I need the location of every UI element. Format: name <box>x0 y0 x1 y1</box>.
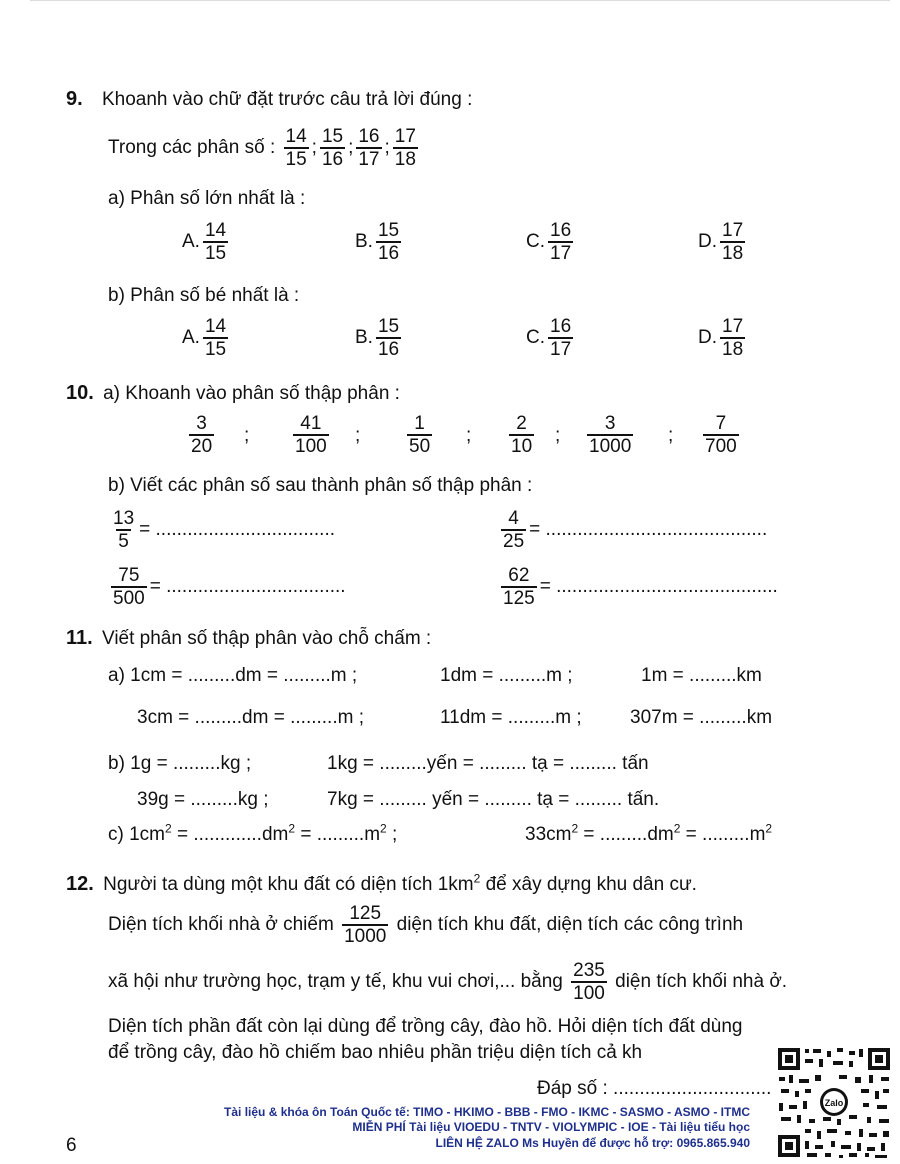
q10-frac-4[interactable]: $\frac{2}{10}$ <box>511 413 533 457</box>
separator: ; <box>355 425 361 446</box>
choice-9b-D[interactable]: D. $\frac{17}{18}$ <box>698 316 744 360</box>
question-11-prompt: 11. Viết phân số thập phân vào chỗ chấm : <box>66 627 432 649</box>
q12-line-2: Diện tích khối nhà ở chiếm $\frac{125}{1000}$ diện tích khu đất, diện tích các công trình <box>108 903 744 947</box>
q11-a-row1-2[interactable]: 1dm = .........m ; <box>440 665 573 686</box>
question-9b-label: b) Phân số bé nhất là : <box>108 285 300 306</box>
separator: ; <box>244 425 250 446</box>
q11-c-row-1[interactable]: c) $1cm^2 = .............dm^2 = .........m^2$ ; <box>108 821 398 845</box>
q12-line-4: Diện tích phần đất còn lại dùng để trồng cây, đào hồ. Hỏi diện tích đất dùng <box>108 1016 743 1037</box>
fraction: $\frac{17}{18}$ <box>394 126 416 170</box>
footer-line-2: MIỄN PHÍ Tài liệu VIOEDU - TNTV - VIOLYMPIC - IOE - Tài liệu tiểu học <box>352 1120 750 1134</box>
q11-a-row2-3[interactable]: 307m = .........km <box>630 707 773 728</box>
q11-a-row2-1[interactable]: 3cm = .........dm = .........m ; <box>137 707 364 728</box>
q11-c-row-2[interactable]: $33cm^2 = .........dm^2 = .........m^2$ <box>525 821 773 845</box>
fraction: $\frac{14}{15}$ <box>285 126 307 170</box>
q10-frac-3[interactable]: $\frac{1}{50}$ <box>409 413 431 457</box>
question-10a-prompt: 10. a) Khoanh vào phân số thập phân : <box>66 382 400 404</box>
q11-b-row2-2[interactable]: 7kg = ......... yến = ......... tạ = ......... tấn. <box>327 789 660 810</box>
convert-row-1: $\frac{13}{5}$ = .................................. <box>113 508 336 552</box>
answer-blank[interactable]: .................................. <box>166 576 346 597</box>
choice-9b-A[interactable]: A. $\frac{14}{15}$ <box>182 316 227 360</box>
question-9-fraction-list: Trong các phân số : $\frac{14}{15}$ ; $\frac{15}{16}$ ; $\frac{16}{17}$ ; $\frac{17}{18}$ <box>108 126 416 170</box>
q11-b-row1-2[interactable]: 1kg = .........yến = ......... tạ = ......... tấn <box>327 753 649 774</box>
zalo-qr-code <box>775 1045 893 1160</box>
fraction: $\frac{15}{16}$ <box>321 126 344 170</box>
convert-row-3: $\frac{75}{500}$ = .................................. <box>113 565 346 609</box>
q11-a-row1-3[interactable]: 1m = .........km <box>641 665 762 686</box>
q11-a-row1-1[interactable]: a) 1cm = .........dm = .........m ; <box>108 665 358 686</box>
footer-line-1: Tài liệu & khóa ôn Toán Quốc tế: TIMO - HKIMO - BBB - FMO - IKMC - SASMO - ASMO - ITMC <box>224 1105 750 1119</box>
fraction: $\frac{16}{17}$ <box>358 126 380 170</box>
choice-9b-B[interactable]: B. $\frac{15}{16}$ <box>355 316 400 360</box>
q10-frac-2[interactable]: $\frac{41}{100}$ <box>295 413 327 457</box>
answer-blank[interactable]: .......................................... <box>556 576 778 597</box>
q12-line-5: để trồng cây, đào hồ chiếm bao nhiêu phần triệu diện tích cả kh <box>108 1042 643 1063</box>
footer-line-3: LIÊN HỆ ZALO Ms Huyền để được hỗ trợ: 0965.865.940 <box>435 1136 750 1150</box>
choice-9b-C[interactable]: C. $\frac{16}{17}$ <box>526 316 572 360</box>
choice-9a-C[interactable]: C. $\frac{16}{17}$ <box>526 220 572 264</box>
zalo-logo-text: Zalo <box>824 1098 844 1108</box>
q12-line-3: xã hội như trường học, trạm y tế, khu vui chơi,... bằng $\frac{235}{100}$ diện tích khối nhà ở. <box>108 960 788 1004</box>
question-10b-label: b) Viết các phân số sau thành phân số thập phân : <box>108 475 533 496</box>
page-number: 6 <box>66 1135 77 1156</box>
q12-line-1: 12. Người ta dùng một khu đất có diện tích $1km^2$ để xây dựng khu dân cư. <box>66 871 697 895</box>
answer-line[interactable]: Đáp số : .............................. <box>537 1078 772 1099</box>
question-9-prompt: 9. Khoanh vào chữ đặt trước câu trả lời đúng : <box>66 88 473 110</box>
q10-frac-6[interactable]: $\frac{7}{700}$ <box>705 413 737 457</box>
q11-b-row2-1[interactable]: 39g = .........kg ; <box>137 789 269 810</box>
q11-b-row1-1[interactable]: b) 1g = .........kg ; <box>108 753 252 774</box>
q11-a-row2-2[interactable]: 11dm = .........m ; <box>440 707 582 728</box>
separator: ; <box>555 425 561 446</box>
choice-9a-A[interactable]: A. $\frac{14}{15}$ <box>182 220 227 264</box>
answer-blank[interactable]: .......................................... <box>545 519 768 540</box>
answer-blank[interactable]: .................................. <box>155 519 336 540</box>
q10-frac-5[interactable]: $\frac{3}{1000}$ <box>589 413 632 457</box>
fraction: $\frac{235}{100}$ <box>573 960 605 1004</box>
separator: ; <box>668 425 674 446</box>
choice-9a-B[interactable]: B. $\frac{15}{16}$ <box>355 220 400 264</box>
top-rule <box>30 0 890 1</box>
convert-row-4: $\frac{62}{125}$ = .......................................... <box>503 565 778 609</box>
convert-row-2: $\frac{4}{25}$ = .......................................... <box>503 508 768 552</box>
separator: ; <box>466 425 472 446</box>
question-9a-label: a) Phân số lớn nhất là : <box>108 188 306 209</box>
choice-9a-D[interactable]: D. $\frac{17}{18}$ <box>698 220 744 264</box>
q10-frac-1[interactable]: $\frac{3}{20}$ <box>191 413 213 457</box>
fraction: $\frac{125}{1000}$ <box>344 903 387 947</box>
